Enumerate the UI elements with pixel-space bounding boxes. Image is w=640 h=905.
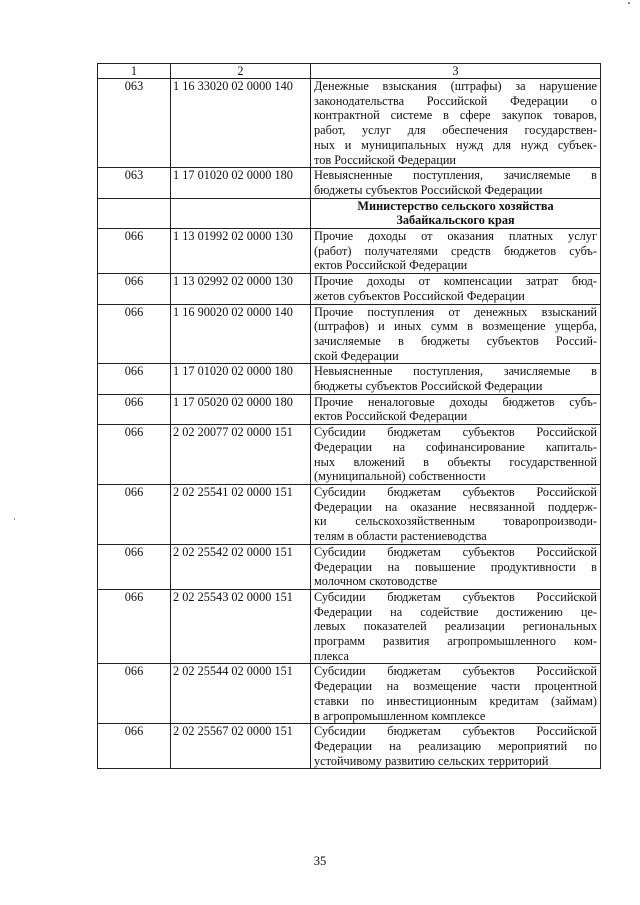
description-line: ской Федерации	[314, 348, 399, 363]
table-row	[98, 544, 601, 589]
budget-code-cell	[171, 198, 311, 228]
budget-code-cell: 1 13 01992 02 0000 130	[171, 229, 311, 274]
admin-code-cell: 066	[98, 589, 171, 664]
description-line: левых показателей реализации региональных	[314, 619, 597, 634]
budget-code-cell: 1 16 33020 02 0000 140	[171, 79, 311, 168]
budget-code-cell: 1 17 01020 02 0000 180	[171, 364, 311, 394]
admin-code-cell: 066	[98, 664, 171, 724]
table-row	[98, 664, 601, 724]
description-line: зачисляемые в бюджеты субъектов Россий-	[314, 333, 597, 348]
description-line: телям в области растениеводства	[314, 529, 487, 544]
description-line: ектов Российской Федерации	[314, 409, 468, 424]
admin-code-cell: 066	[98, 544, 171, 589]
table-body	[98, 64, 601, 769]
description-line: программ развития агропромышленного ком-	[314, 634, 597, 649]
description-cell	[311, 589, 601, 664]
description-line: законодательства Российской Федерации о	[314, 93, 597, 108]
description-line: ных вложений в объекты государственной	[314, 454, 597, 469]
description-line: Субсидии бюджетам субъектов Российской	[314, 724, 597, 739]
budget-code-cell: 1 17 01020 02 0000 180	[171, 168, 311, 198]
table-row	[98, 484, 601, 544]
description-line: ных и муниципальных нужд для нужд субъек-	[314, 137, 597, 152]
description-cell	[311, 484, 601, 544]
description-line: бюджеты субъектов Российской Федерации	[314, 182, 543, 197]
admin-code-cell	[98, 198, 171, 228]
admin-code-cell: 063	[98, 79, 171, 168]
description-line: работ, услуг для обеспечения государствен-	[314, 123, 597, 138]
table-row	[98, 304, 601, 364]
budget-code-cell: 2 02 25541 02 0000 151	[171, 484, 311, 544]
description-line: Невыясненные поступления, зачисляемые в	[314, 168, 597, 183]
description-line: тов Российской Федерации	[314, 152, 456, 167]
admin-code-cell: 066	[98, 484, 171, 544]
description-line: Забайкальского края	[396, 213, 515, 228]
description-cell	[311, 664, 601, 724]
budget-codes-table	[97, 63, 601, 769]
description-line: Министерство сельского хозяйства	[357, 198, 554, 213]
table-row	[98, 724, 601, 769]
description-line: Прочие поступления от денежных взысканий	[314, 304, 597, 319]
table-row	[98, 274, 601, 304]
description-cell	[311, 394, 601, 424]
description-cell	[311, 304, 601, 364]
description-line: Субсидии бюджетам субъектов Российской	[314, 664, 597, 679]
description-line: Федерации на оказание несвязанной поддерж-	[314, 499, 597, 514]
budget-code-cell: 2 02 25544 02 0000 151	[171, 664, 311, 724]
description-line: ставки по инвестиционным кредитам (займам)	[314, 693, 597, 708]
budget-code-cell: 1 16 90020 02 0000 140	[171, 304, 311, 364]
admin-code-cell: 066	[98, 724, 171, 769]
description-line: молочном скотоводстве	[314, 574, 438, 589]
description-cell	[311, 274, 601, 304]
admin-code-cell: 063	[98, 168, 171, 198]
description-line: (штрафов) и иных сумм в возмещение ущерба,	[314, 319, 597, 334]
description-line: Прочие неналоговые доходы бюджетов субъ-	[314, 394, 597, 409]
budget-code-cell: 1 13 02992 02 0000 130	[171, 274, 311, 304]
admin-code-cell: 066	[98, 425, 171, 485]
column-number-1: 1	[98, 64, 171, 79]
section-title-cell	[311, 198, 601, 228]
description-cell	[311, 229, 601, 274]
budget-code-cell: 2 02 25543 02 0000 151	[171, 589, 311, 664]
scan-artifact	[14, 518, 15, 520]
description-cell	[311, 425, 601, 485]
admin-code-cell: 066	[98, 229, 171, 274]
description-cell	[311, 168, 601, 198]
description-line: жетов субъектов Российской Федерации	[314, 288, 525, 303]
table-row	[98, 394, 601, 424]
table-row	[98, 425, 601, 485]
admin-code-cell: 066	[98, 304, 171, 364]
budget-code-cell: 1 17 05020 02 0000 180	[171, 394, 311, 424]
description-line: Федерации на софинансирование капиталь-	[314, 439, 597, 454]
description-cell	[311, 724, 601, 769]
page-number: 35	[313, 854, 327, 868]
description-line: Федерации на возмещение части процентной	[314, 679, 597, 694]
budget-code-cell: 2 02 25542 02 0000 151	[171, 544, 311, 589]
description-line: Прочие доходы от компенсации затрат бюд-	[314, 274, 597, 289]
admin-code-cell: 066	[98, 364, 171, 394]
section-header-row	[98, 198, 601, 228]
description-line: Федерации на повышение продуктивности в	[314, 559, 597, 574]
description-cell	[311, 79, 601, 168]
description-cell	[311, 544, 601, 589]
description-line: Субсидии бюджетам субъектов Российской	[314, 484, 597, 499]
budget-code-cell: 2 02 20077 02 0000 151	[171, 425, 311, 485]
admin-code-cell: 066	[98, 274, 171, 304]
description-cell	[311, 364, 601, 394]
scan-artifact	[628, 2, 630, 4]
description-line: Прочие доходы от оказания платных услуг	[314, 229, 597, 244]
admin-code-cell: 066	[98, 394, 171, 424]
description-line: Денежные взыскания (штрафы) за нарушение	[314, 79, 597, 93]
table-row	[98, 589, 601, 664]
table-row	[98, 229, 601, 274]
description-line: в агропромышленном комплексе	[314, 708, 486, 723]
description-line: ектов Российской Федерации	[314, 258, 468, 273]
description-line: ки сельскохозяйственным товаропроизводи-	[314, 514, 597, 529]
description-line: (муниципальной) собственности	[314, 469, 486, 484]
description-line: Федерации на реализацию мероприятий по	[314, 738, 597, 753]
description-line: Невыясненные поступления, зачисляемые в	[314, 364, 597, 379]
table-row	[98, 168, 601, 198]
description-line: (работ) получателями средств бюджетов субъ-	[314, 243, 597, 258]
description-line: Субсидии бюджетам субъектов Российской	[314, 589, 597, 604]
description-line: Субсидии бюджетам субъектов Российской	[314, 425, 597, 440]
description-line: плекса	[314, 648, 349, 663]
budget-code-cell: 2 02 25567 02 0000 151	[171, 724, 311, 769]
description-line: устойчивому развитию сельских территорий	[314, 753, 549, 768]
table-row	[98, 79, 601, 168]
column-number-2: 2	[171, 64, 311, 79]
description-line: Субсидии бюджетам субъектов Российской	[314, 544, 597, 559]
table-row	[98, 364, 601, 394]
description-line: Федерации на содействие достижению це-	[314, 604, 597, 619]
table-header-row	[98, 64, 601, 79]
description-line: бюджеты субъектов Российской Федерации	[314, 379, 543, 394]
description-line: контрактной системе в сфере закупок товаров,	[314, 108, 597, 123]
column-number-3: 3	[311, 64, 601, 79]
